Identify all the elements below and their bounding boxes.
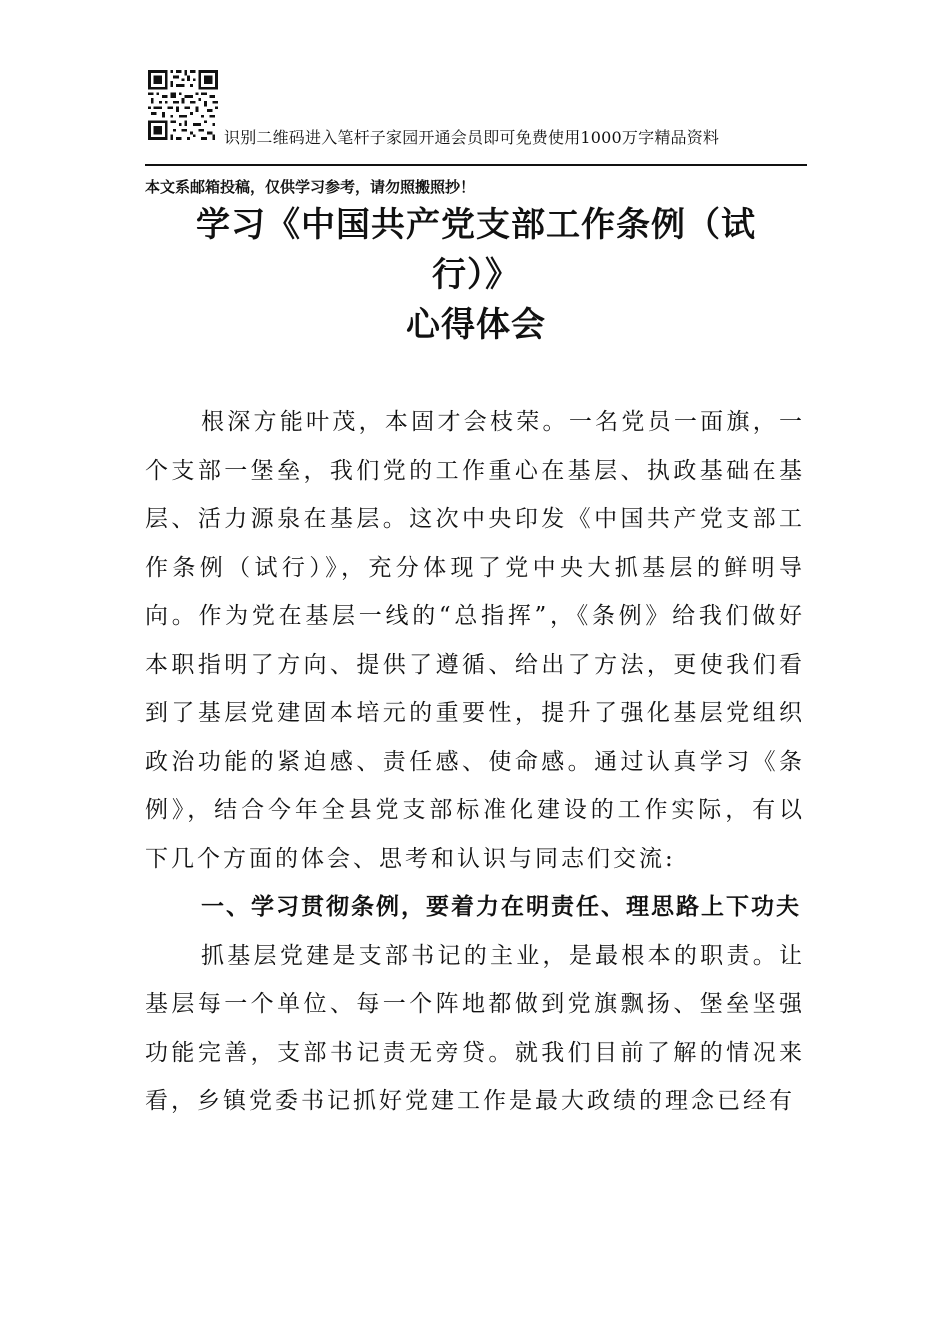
title-line-2: 行）》 — [432, 255, 520, 295]
body-paragraph: 抓基层党建是支部书记的主业，是最根本的职责。让基层每一个单位、每一个阵地都做到党旗飘扬、堡垒坚强功能完善，支部书记责无旁贷。就我们目前了解的情况来看，乡镇党委书记抓好党建工作是最大政绩的理念已经有 — [145, 942, 805, 1114]
qr-code-icon — [146, 70, 220, 140]
title-line-1: 学习《中国共产党支部工作条例（试 — [196, 205, 756, 245]
body-paragraph: 根深方能叶茂，本固才会枝荣。一名党员一面旗，一个支部一堡垒，我们党的工作重心在基层、执政基础在基层、活力源泉在基层。这次中央印发《中国共产党支部工作条例（试行）》，充分体现了党中央大抓基层的鲜明导向。作为党在基层一线的“总指挥”，《条例》给我们做好本职指明了方向、提供了遵循、给出了方法，更使我们看到了基层党建固本培元的重要性，提升了强化基层党组织政治功能的紧迫感、责任感、使命感。通过认真学习《条例》，结合今年全县党支部标准化建设的工作实际，有以下几个方面的体会、思考和认识与同志们交流: — [145, 409, 805, 872]
header-divider — [145, 164, 807, 166]
section-heading: 一、学习贯彻条例，要着力在明责任、理思路上下功夫 — [201, 894, 801, 920]
document-body — [145, 398, 805, 1126]
document-title — [145, 200, 807, 350]
title-line-3: 心得体会 — [406, 305, 546, 345]
promo-text: 识别二维码进入笔杆子家园开通会员即可免费使用1000万字精品资料 — [224, 128, 720, 147]
disclaimer: 本文系邮箱投稿，仅供学习参考，请勿照搬照抄！ — [145, 178, 476, 196]
